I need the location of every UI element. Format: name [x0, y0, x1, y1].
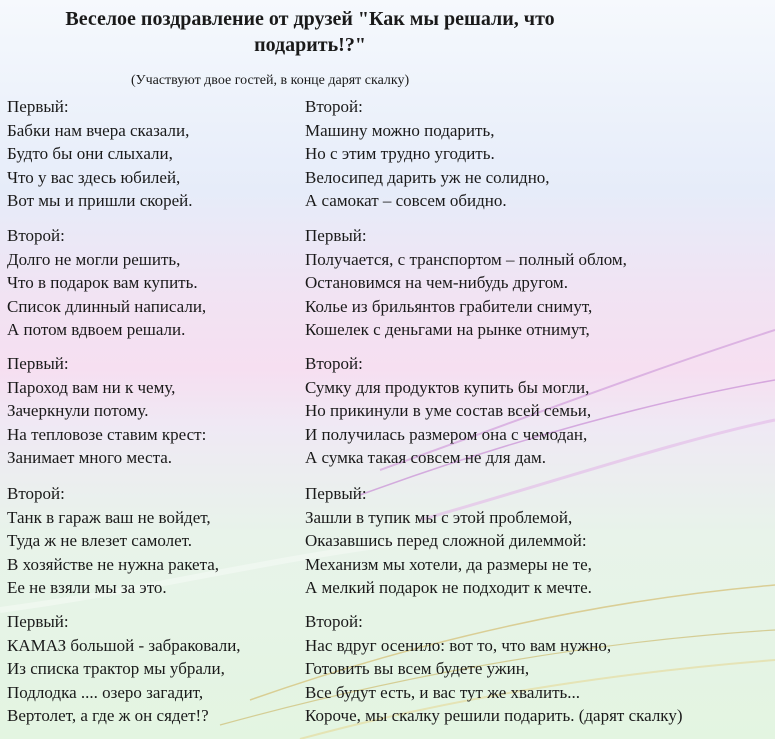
stanza: [7, 482, 219, 600]
verse-line: Туда ж не влезет самолет.: [7, 531, 193, 550]
verse-line: Будто бы они слыхали,: [7, 144, 173, 163]
verse-line: Что в подарок вам купить.: [7, 273, 198, 292]
stanza: [305, 352, 591, 470]
speaker-label: Первый:: [305, 226, 367, 245]
verse-line: Список длинный написали,: [7, 296, 207, 316]
stanza: [305, 95, 550, 213]
verse-line: Зашли в тупик мы с этой проблемой,: [305, 507, 573, 527]
verse-line: Все будут есть, и вас тут же хвалить...: [305, 682, 581, 702]
verse-line: В хозяйстве не нужна ракета,: [7, 554, 220, 574]
verse-line: А потом вдвоем решали.: [7, 320, 186, 339]
verse-line: Вертолет, а где ж он сядет!?: [7, 706, 209, 725]
verse-line: Сумку для продуктов купить бы могли,: [305, 377, 590, 397]
stanza: [7, 224, 206, 342]
subtitle: (Участвуют двое гостей, в конце дарят скалку): [131, 73, 410, 88]
verse-line: Колье из брильянтов грабители снимут,: [305, 296, 593, 316]
verse-line: Но прикинули в уме состав всей семьи,: [305, 401, 592, 420]
stanza: [7, 610, 241, 728]
verse-line: Подлодка .... озеро загадит,: [7, 682, 204, 702]
verse-line: Долго не могли решить,: [7, 249, 181, 269]
title-line-1: Веселое поздравление от друзей "Как мы решали, что: [65, 8, 555, 30]
verse-line: Короче, мы скалку решили подарить. (дарят скалку): [305, 706, 683, 725]
verse-line: Механизм мы хотели, да размеры не те,: [305, 554, 592, 574]
verse-line: Что у вас здесь юбилей,: [7, 167, 181, 187]
verse-line: На тепловозе ставим крест:: [7, 424, 207, 444]
verse-line: Получается, с транспортом – полный облом,: [305, 249, 627, 269]
verse-line: КАМАЗ большой - забраковали,: [7, 635, 241, 655]
verse-line: Пароход вам ни к чему,: [7, 377, 176, 397]
speaker-label: Первый:: [7, 97, 69, 116]
verse-line: Из списка трактор мы убрали,: [7, 659, 225, 678]
verse-line: А сумка такая совсем не для дам.: [305, 448, 547, 467]
verse-line: Остановимся на чем-нибудь другом.: [305, 273, 568, 292]
verse-line: Но с этим трудно угодить.: [305, 144, 495, 163]
verse-line: А мелкий подарок не подходит к мечте.: [305, 578, 592, 597]
speaker-label: Второй:: [7, 484, 65, 503]
verse-line: Кошелек с деньгами на рынке отнимут,: [305, 320, 590, 339]
speaker-label: Второй:: [305, 97, 363, 116]
stanza: [305, 610, 682, 728]
speaker-label: Первый:: [7, 354, 69, 373]
title-line-2: подарить!?": [254, 34, 366, 56]
speaker-label: Первый:: [7, 612, 69, 631]
speaker-label: Второй:: [7, 226, 65, 245]
page-title: [0, 6, 620, 58]
verse-line: Танк в гараж ваш не войдет,: [7, 507, 211, 527]
verse-line: Нас вдруг осенило: вот то, что вам нужно,: [305, 635, 612, 655]
verse-line: И получилась размером она с чемодан,: [305, 424, 588, 444]
speaker-label: Второй:: [305, 612, 363, 631]
verse-line: Занимает много места.: [7, 448, 173, 467]
verse-line: Бабки нам вчера сказали,: [7, 120, 190, 140]
verse-line: А самокат – совсем обидно.: [305, 191, 507, 210]
verse-line: Вот мы и пришли скорей.: [7, 191, 193, 210]
speaker-label: Второй:: [305, 354, 363, 373]
verse-line: Оказавшись перед сложной дилеммой:: [305, 531, 587, 550]
stanza: [7, 352, 206, 470]
verse-line: Готовить вы всем будете ужин,: [305, 659, 530, 678]
stanza: [7, 95, 193, 213]
verse-line: Зачеркнули потому.: [7, 401, 149, 420]
verse-line: Машину можно подарить,: [305, 120, 495, 140]
stanza: [305, 224, 627, 342]
verse-line: Велосипед дарить уж не солидно,: [305, 167, 550, 187]
stanza: [305, 482, 592, 600]
speaker-label: Первый:: [305, 484, 367, 503]
verse-line: Ее не взяли мы за это.: [7, 578, 167, 597]
